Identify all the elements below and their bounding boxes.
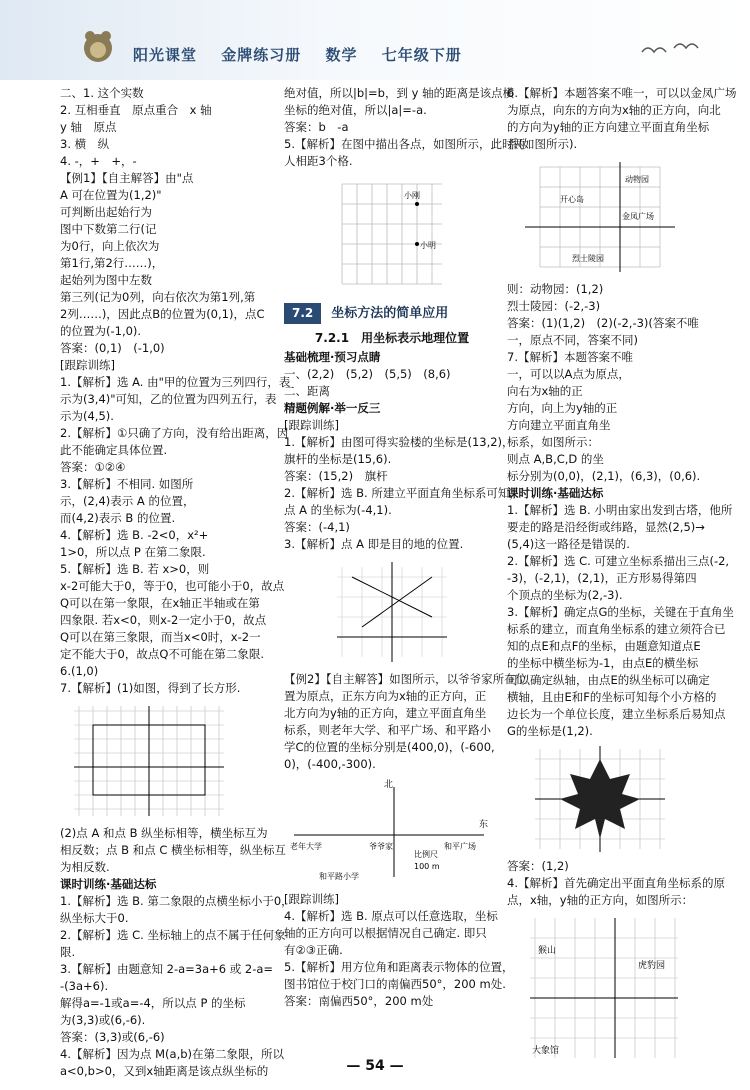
col1-line: 而(4,2)表示 B 的位置. bbox=[60, 511, 176, 525]
bear-mascot-icon bbox=[78, 26, 118, 66]
col2-low-line: 标系，则老年大学、和平广场、和平路小 bbox=[284, 723, 491, 737]
col1-tail-line: 答案：(3,3)或(6,-6) bbox=[60, 1030, 165, 1044]
col2-low-line: 【例2】【自主解答】如图所示，以爷爷家所在位 bbox=[284, 672, 528, 686]
col1-line: 为0行，向上依次为 bbox=[60, 239, 160, 253]
col2-mid-line: 基础梳理·预习点睛 bbox=[284, 350, 381, 364]
col1-line: Q可以在第一象限，在x轴正半轴或在第 bbox=[60, 596, 260, 610]
col3-end-line: 答案：(1,2) bbox=[507, 859, 569, 873]
col1-line: 6.(1,0) bbox=[60, 664, 99, 678]
col3-mid-line: 要走的路是沿经街或纬路，显然(2,5)→ bbox=[507, 520, 705, 534]
col1-line: 1.【解析】选 A. 由"甲的位置为三列四行，表 bbox=[60, 375, 291, 389]
label-peace-road-school: 和平路小学 bbox=[319, 872, 359, 881]
label-scale-value: 100 m bbox=[414, 862, 440, 871]
col3-mid-line: 边长为一个单位长度，建立坐标系后易知点 bbox=[507, 707, 726, 721]
col1-line: 示为(3,4)"可知，乙的位置为四列五行，表 bbox=[60, 392, 277, 406]
subsection-title: 7.2.1 用坐标表示地理位置 bbox=[314, 331, 470, 345]
col2-mid-line: 旗杆的坐标是(15,6). bbox=[284, 452, 392, 466]
label-north: 北 bbox=[384, 780, 394, 790]
col1-line: y 轴 原点 bbox=[60, 120, 117, 134]
col3-mid-line: 方向建立平面直角坐 bbox=[507, 418, 611, 432]
col1-line: 图中下数第二行(记 bbox=[60, 222, 157, 236]
label-happy-island: 开心岛 bbox=[559, 195, 584, 204]
label-elephant-hall: 大象馆 bbox=[531, 1046, 559, 1056]
col1-tail-line: 2.【解析】选 C. 坐标轴上的点不属于任何象 bbox=[60, 928, 286, 942]
section-title: 坐标方法的简单应用 bbox=[331, 305, 449, 321]
col3-mid-line: (5,4)这一路径是错误的. bbox=[507, 537, 630, 551]
col2-mid-line: 3.【解析】点 A 即是目的地的位置. bbox=[284, 537, 464, 551]
col1-line: 2.【解析】①只确了方向，没有给出距离，因 bbox=[60, 426, 289, 440]
label-senior-university: 老年大学 bbox=[290, 842, 322, 851]
col3-mid-line: 7.【解析】本题答案不唯 bbox=[507, 350, 633, 364]
col3-mid-line: 烈士陵园：(-2,-3) bbox=[507, 299, 601, 313]
coordinate-arrow-figure bbox=[332, 557, 452, 667]
rectangle-grid-figure bbox=[69, 701, 229, 821]
fig-label-xiaogang: 小刚 bbox=[404, 191, 420, 200]
label-zoo: 动物园 bbox=[624, 175, 649, 184]
col1-tail-line: 限. bbox=[60, 945, 76, 959]
col1-line: 第三列(记为0列，向右依次为第1列,第 bbox=[60, 290, 256, 304]
col1-line: 定不能大于0，故点Q不可能在第二象限. bbox=[60, 647, 265, 661]
col1-line: 3.【解析】不相同. 如图所 bbox=[60, 477, 194, 491]
col1-line: 起始列为图中左数 bbox=[60, 273, 152, 287]
col1-line: 3. 横 纵 bbox=[60, 137, 110, 151]
col1-line: 答案：(0,1) (-1,0) bbox=[60, 341, 165, 355]
series-name: 阳光课堂 bbox=[133, 46, 198, 64]
col1-tail-line: 4.【解析】因为点 M(a,b)在第二象限，所以 bbox=[60, 1047, 285, 1061]
label-scale: 比例尺 bbox=[414, 850, 438, 859]
col3-mid-line: 的坐标中横坐标为-1，由点E的横坐标 bbox=[507, 656, 699, 670]
label-peace-square: 和平广场 bbox=[444, 842, 476, 851]
col2-end-line: 5.【解析】用方位角和距离表示物体的位置， bbox=[284, 960, 514, 974]
column-middle bbox=[284, 85, 528, 1010]
label-grandpa-home: 爷爷家 bbox=[369, 842, 393, 851]
col3-mid-line: 方向，向上为y轴的正 bbox=[507, 401, 618, 415]
label-martyrs-cemetery: 烈士陵园 bbox=[571, 254, 604, 263]
col3-mid-line: 标系，如图所示： bbox=[507, 435, 599, 449]
col1-tail-line: a<0,b>0，又到x轴距离是该点纵坐标的 bbox=[60, 1064, 269, 1078]
column-left bbox=[60, 85, 293, 1080]
col1-tail-line: 解得a=-1或a=-4，所以点 P 的坐标 bbox=[60, 996, 246, 1010]
col3-mid-line: 1.【解析】选 B. 小明由家出发到古塔，他所 bbox=[507, 503, 733, 517]
col2-mid-line: 答案：(15,2) 旗杆 bbox=[284, 469, 388, 483]
page-number: — 54 — bbox=[346, 1058, 404, 1074]
col2-line: 绝对值，所以|b|=b，到 y 轴的距离是该点横 bbox=[284, 86, 515, 100]
col1-tail-line: 相反数；点 B 和点 C 横坐标相等，纵坐标互 bbox=[60, 843, 287, 857]
col2-line: 答案：b -a bbox=[284, 120, 349, 134]
maple-leaf-figure bbox=[530, 744, 670, 854]
col3-end-line: 点，x轴，y轴的正方向，如图所示： bbox=[507, 893, 694, 907]
subject-name: 数学 bbox=[325, 46, 358, 64]
col3-mid-line: 标系的建立，而直角坐标系的建立须符合已 bbox=[507, 622, 726, 636]
col2-end-line: 4.【解析】选 B. 原点可以任意选取，坐标 bbox=[284, 909, 498, 923]
section-number: 7.2 bbox=[284, 303, 321, 324]
col2-end-line: 轴的正方向可以根据情况自己确定. 即只 bbox=[284, 926, 487, 940]
col2-low-line: 置为原点，正东方向为x轴的正方向，正 bbox=[284, 689, 487, 703]
col1-line: 示，(2,4)表示 A 的位置， bbox=[60, 494, 195, 508]
label-jinfeng-square: 金凤广场 bbox=[621, 212, 654, 221]
col2-mid-line: 精题例解·举一反三 bbox=[284, 401, 381, 415]
position-grid-figure bbox=[332, 174, 452, 294]
col1-line: 【例1】【自主解答】由"点 bbox=[60, 171, 194, 185]
col1-tail-line: 3.【解析】由题意知 2-a=3a+6 或 2-a= bbox=[60, 962, 274, 976]
col1-line: 2. 互相垂直 原点重合 x 轴 bbox=[60, 103, 212, 117]
col3-mid-line: 一，可以以A点为原点， bbox=[507, 367, 630, 381]
grade-name: 七年级下册 bbox=[381, 46, 462, 64]
col2-line: 5.【解析】在图中描出各点，如图所示，此时两 bbox=[284, 137, 525, 151]
col2-mid-line: 点 A 的坐标为(-4,1). bbox=[284, 503, 392, 517]
col2-end-line: 答案：南偏西50°，200 m处 bbox=[284, 994, 434, 1008]
book-name: 金牌练习册 bbox=[221, 46, 302, 64]
header-banner bbox=[0, 0, 750, 80]
zoo-grid-figure bbox=[520, 913, 680, 1063]
fig-label-xiaoming: 小明 bbox=[420, 241, 436, 250]
col3-line: 6.【解析】本题答案不唯一，可以以金凤广场 bbox=[507, 86, 737, 100]
col3-mid-line: 个顶点的坐标为(2,-3). bbox=[507, 588, 623, 602]
col1-line: 此不能确定具体位置. bbox=[60, 443, 168, 457]
col2-line: 坐标的绝对值，所以|a|=-a. bbox=[284, 103, 427, 117]
label-tiger-leopard: 虎豹园 bbox=[637, 961, 665, 971]
col3-mid-line: 可以确定纵轴，由点E的纵坐标可以确定 bbox=[507, 673, 710, 687]
col1-line: A 可在位置为(1,2)" bbox=[60, 188, 162, 202]
col3-mid-line: 3.【解析】确定点G的坐标，关键在于直角坐 bbox=[507, 605, 734, 619]
col2-end-line: 有②③正确. bbox=[284, 943, 343, 957]
col3-mid-line: 则：动物园：(1,2) bbox=[507, 282, 604, 296]
col3-mid-line: 2.【解析】选 C. 可建立坐标系描出三点(-2, bbox=[507, 554, 730, 568]
col1-tail-line: 1.【解析】选 B. 第二象限的点横坐标小于0， bbox=[60, 894, 293, 908]
label-east: 东 bbox=[479, 820, 489, 830]
col1-line: 答案：①②④ bbox=[60, 460, 126, 474]
birds-icon bbox=[640, 40, 700, 60]
col1-line: 的位置为(-1,0). bbox=[60, 324, 142, 338]
col1-line: 1>0，所以点 P 在第二象限. bbox=[60, 545, 206, 559]
col3-mid-line: 课时训练·基础达标 bbox=[507, 486, 604, 500]
col2-mid-line: 2.【解析】选 B. 所建立平面直角坐标系可知， bbox=[284, 486, 521, 500]
col1-line: 4. -，+ +，- bbox=[60, 154, 137, 168]
col3-end-line: 4.【解析】首先确定出平面直角坐标系的原 bbox=[507, 876, 725, 890]
col1-line: 7.【解析】(1)如图，得到了长方形. bbox=[60, 681, 241, 695]
col1-line: 可判断出起始行为 bbox=[60, 205, 152, 219]
section-header-7-2 bbox=[284, 300, 500, 326]
col2-mid-line: 一、(2,2) (5,2) (5,5) (8,6) bbox=[284, 367, 451, 381]
col1-line: x-2可能大于0，等于0，也可能小于0，故点 bbox=[60, 579, 285, 593]
col1-line: [跟踪训练] bbox=[60, 358, 115, 372]
col2-mid-line: [跟踪训练] bbox=[284, 418, 339, 432]
col1-line: 5.【解析】选 B. 若 x>0，则 bbox=[60, 562, 210, 576]
col2-mid-line: 1.【解析】由图可得实验楼的坐标是(13,2)， bbox=[284, 435, 514, 449]
col1-line: 2列……)，因此点B的位置为(0,1)，点C bbox=[60, 307, 265, 321]
col1-tail-line: 纵坐标大于0. bbox=[60, 911, 129, 925]
col3-line: 的方向为y轴的正方向建立平面直角坐标 bbox=[507, 120, 710, 134]
direction-map-figure bbox=[284, 777, 494, 887]
col3-mid-line: 标分别为(0,0)，(2,1)，(6,3)，(0,6). bbox=[507, 469, 701, 483]
col3-mid-line: G的坐标是(1,2). bbox=[507, 724, 593, 738]
col2-end-line: 图书馆位于校门口的南偏西50°，200 m处. bbox=[284, 977, 506, 991]
col1-line: 示为(4,5). bbox=[60, 409, 114, 423]
col2-low-line: 0)，(-400,-300). bbox=[284, 757, 376, 771]
col3-mid-line: 横轴，且由E和F的坐标可知每个小方格的 bbox=[507, 690, 717, 704]
col1-tail-line: 为(3,3)或(6,-6). bbox=[60, 1013, 146, 1027]
col3-mid-line: 知的点E和点F的坐标，由题意知道点E bbox=[507, 639, 701, 653]
col3-mid-line: 答案：(1)(1,2) (2)(-2,-3)(答案不唯 bbox=[507, 316, 699, 330]
label-monkey-hill: 猴山 bbox=[537, 946, 556, 956]
header-title bbox=[133, 44, 480, 65]
col3-line: 系(如图所示). bbox=[507, 137, 578, 151]
col2-mid-line: 答案：(-4,1) bbox=[284, 520, 350, 534]
col1-line: Q可以在第三象限，而当x<0时，x-2一 bbox=[60, 630, 261, 644]
col3-mid-line: 向右为x轴的正 bbox=[507, 384, 583, 398]
col1-line: 第1行,第2行……)， bbox=[60, 256, 164, 270]
col3-mid-line: 一，原点不同，答案不同) bbox=[507, 333, 638, 347]
col3-line: 为原点，向东的方向为x轴的正方向，向北 bbox=[507, 103, 721, 117]
col1-tail-line: 为相反数. bbox=[60, 860, 110, 874]
col3-mid-line: 则点 A,B,C,D 的坐 bbox=[507, 452, 604, 466]
col2-mid-line: 二、距离 bbox=[284, 384, 330, 398]
col2-low-line: 学C的位置的坐标分别是(400,0)，(-600, bbox=[284, 740, 495, 754]
col2-end-line: [跟踪训练] bbox=[284, 892, 339, 906]
col1-line: 二、1. 这个实数 bbox=[60, 86, 144, 100]
col2-low-line: 北方向为y轴的正方向，建立平面直角坐 bbox=[284, 706, 487, 720]
column-right bbox=[507, 85, 737, 1067]
col1-tail-line: (2)点 A 和点 B 纵坐标相等，横坐标互为 bbox=[60, 826, 268, 840]
col3-mid-line: -3)，(-2,1)，(2,1)，正方形易得第四 bbox=[507, 571, 697, 585]
col2-line: 人相距3个格. bbox=[284, 154, 353, 168]
col1-line: 4.【解析】选 B. -2<0，x²+ bbox=[60, 528, 209, 542]
zoo-map-figure bbox=[520, 157, 680, 277]
col1-tail-line: -(3a+6). bbox=[60, 979, 109, 993]
col1-tail-line: 课时训练·基础达标 bbox=[60, 877, 157, 891]
col1-line: 四象限. 若x<0，则x-2一定小于0，故点 bbox=[60, 613, 267, 627]
